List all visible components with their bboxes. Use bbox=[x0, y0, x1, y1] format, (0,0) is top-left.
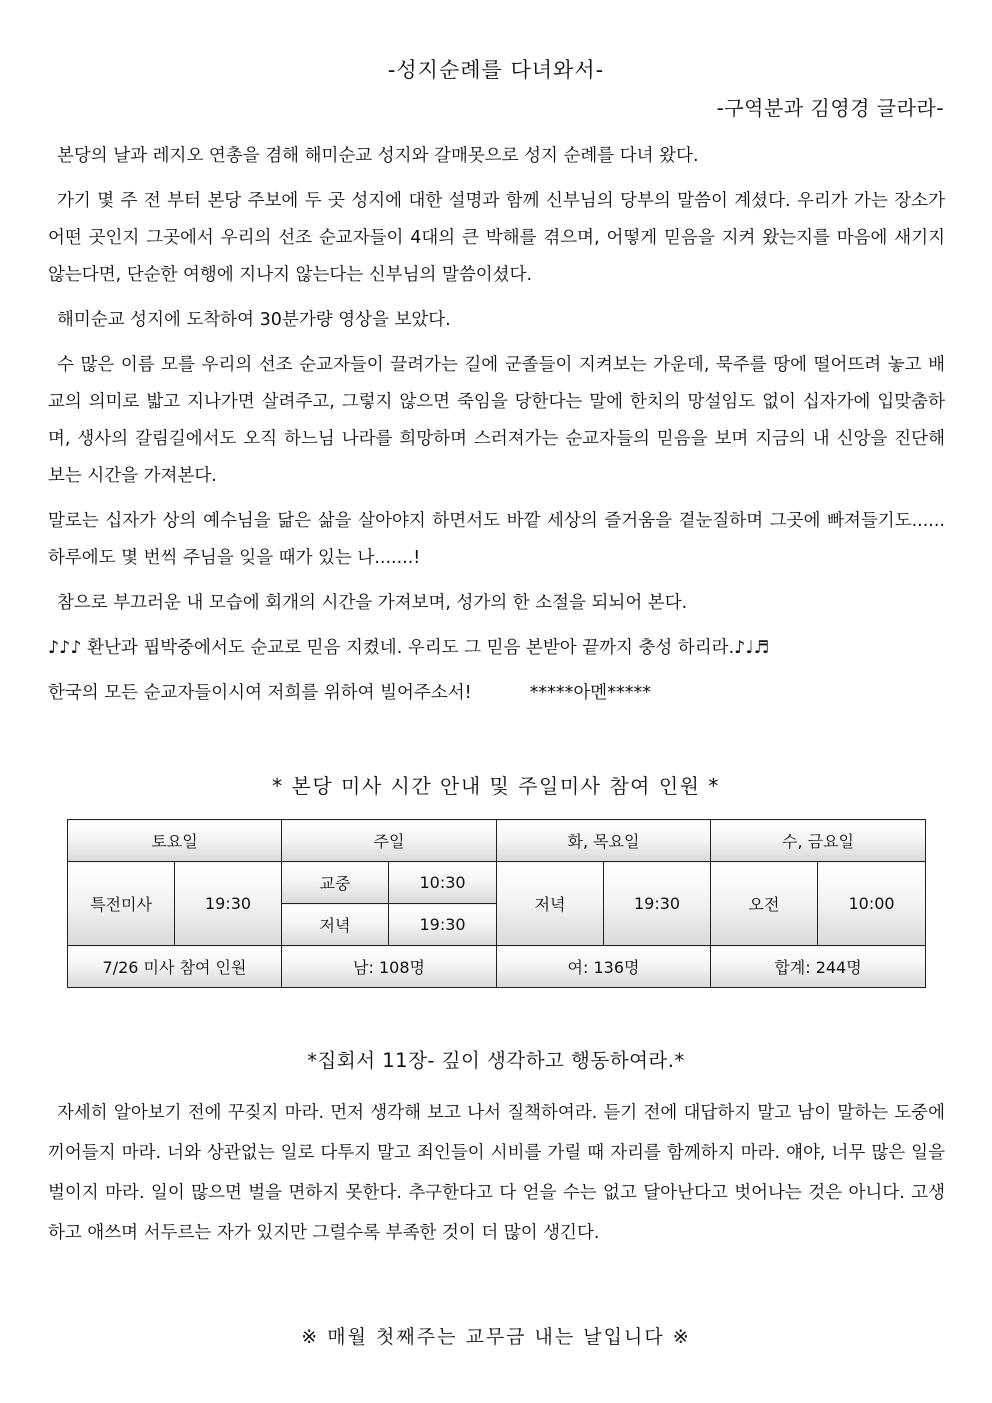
sunday-evening-time: 19:30 bbox=[389, 904, 497, 946]
attendance-female: 여: 136명 bbox=[497, 946, 711, 988]
amen-text: *****아멘***** bbox=[529, 683, 651, 703]
essay-paragraph: 본당의 날과 레지오 연총을 겸해 해미순교 성지와 갈매못으로 성지 순례를 다녀 왔다. bbox=[57, 146, 699, 166]
wed-fri-label: 오전 bbox=[711, 862, 818, 946]
mass-schedule-table bbox=[67, 819, 926, 988]
essay-body bbox=[48, 138, 945, 720]
saturday-mass-label: 특전미사 bbox=[68, 862, 175, 946]
day-sunday: 주일 bbox=[282, 820, 497, 862]
day-wed-fri: 수, 금요일 bbox=[711, 820, 926, 862]
prayer-line bbox=[48, 675, 945, 712]
attendance-label: 7/26 미사 참여 인원 bbox=[68, 946, 282, 988]
hymn-line: ♪♪♪ 환난과 핍박중에서도 순교로 믿음 지켰네. 우리도 그 믿음 본받아 끝까지 충성 하리라.♪♩♬ bbox=[48, 638, 770, 658]
essay-paragraph: 수 많은 이름 모를 우리의 선조 순교자들이 끌려가는 길에 군졸들이 지켜보는 가운데, 묵주를 땅에 떨어뜨려 놓고 배교의 의미로 밟고 지나가면 살려주고, 그렇지 않으면 죽임을 당한다는 말에 한치의 망설임도 없이 십자가에 입맞춤하며, 생사의 갈림길에서도 오직 하느님 나라를 희망하며 스러져가는 순교자들의 믿음을 보며 지금의 내 신앙을 진단해 보는 시간을 가져본다. bbox=[48, 355, 945, 486]
attendance-row bbox=[68, 946, 926, 988]
dues-notice: ※ 매월 첫째주는 교무금 내는 날입니다 ※ bbox=[301, 1326, 691, 1348]
essay-author: -구역분과 김영경 글라라- bbox=[716, 96, 944, 120]
tue-thu-label: 저녁 bbox=[497, 862, 604, 946]
essay-paragraph: 참으로 부끄러운 내 모습에 회개의 시간을 가져보며, 성가의 한 소절을 되뇌어 본다. bbox=[57, 593, 688, 613]
essay-paragraph: 해미순교 성지에 도착하여 30분가량 영상을 보았다. bbox=[57, 310, 451, 330]
saturday-mass-time: 19:30 bbox=[175, 862, 282, 946]
sunday-morning-label: 교중 bbox=[282, 862, 389, 904]
sunday-morning-time: 10:30 bbox=[389, 862, 497, 904]
table-row bbox=[68, 862, 926, 904]
scripture-text: 자세히 알아보기 전에 꾸짖지 마라. 먼저 생각해 보고 나서 질책하여라. 듣기 전에 대답하지 말고 남이 말하는 도중에 끼어들지 마라. 너와 상관없는 일로 다투지 말고 죄인들이 시비를 가릴 때 자리를 함께하지 마라. 얘야, 너무 많은 일을 벌이지 마라. 일이 많으면 벌을 면하지 못한다. 추구한다고 다 얻을 수는 없고 달아난다고 벗어나는 것은 아니다. 고생하고 애쓰며 서두르는 자가 있지만 그럴수록 부족한 것이 더 많이 생긴다. bbox=[48, 1103, 945, 1243]
essay-paragraph: 가기 몇 주 전 부터 본당 주보에 두 곳 성지에 대한 설명과 함께 신부님의 당부의 말씀이 계셨다. 우리가 가는 장소가 어떤 곳인지 그곳에서 우리의 선조 순교자들이 4대의 큰 박해를 겪으며, 어떻게 믿음을 지켜 왔는지를 마음에 새기지 않는다면, 단순한 여행에 지나지 않는다는 신부님의 말씀이셨다. bbox=[48, 191, 945, 285]
mass-schedule-title: * 본당 미사 시간 안내 및 주일미사 참여 인원 * bbox=[272, 774, 720, 798]
tue-thu-time: 19:30 bbox=[604, 862, 711, 946]
attendance-total: 합계: 244명 bbox=[711, 946, 926, 988]
essay-title: -성지순례를 다녀와서- bbox=[387, 58, 605, 82]
sunday-evening-label: 저녁 bbox=[282, 904, 389, 946]
essay-paragraph: 말로는 십자가 상의 예수님을 닮은 삶을 살아야지 하면서도 바깥 세상의 즐거움을 곁눈질하며 그곳에 빠져들기도...... 하루에도 몇 번씩 주님을 잊을 때가 있는 나.......! bbox=[48, 511, 945, 568]
attendance-male: 남: 108명 bbox=[282, 946, 497, 988]
wed-fri-time: 10:00 bbox=[818, 862, 926, 946]
day-tue-thu: 화, 목요일 bbox=[497, 820, 711, 862]
day-saturday: 토요일 bbox=[68, 820, 282, 862]
scripture-title: *집회서 11장- 깊이 생각하고 행동하여라.* bbox=[307, 1049, 685, 1072]
table-header-row bbox=[68, 820, 926, 862]
prayer-text: 한국의 모든 순교자들이시여 저희를 위하여 빌어주소서! bbox=[48, 683, 472, 703]
